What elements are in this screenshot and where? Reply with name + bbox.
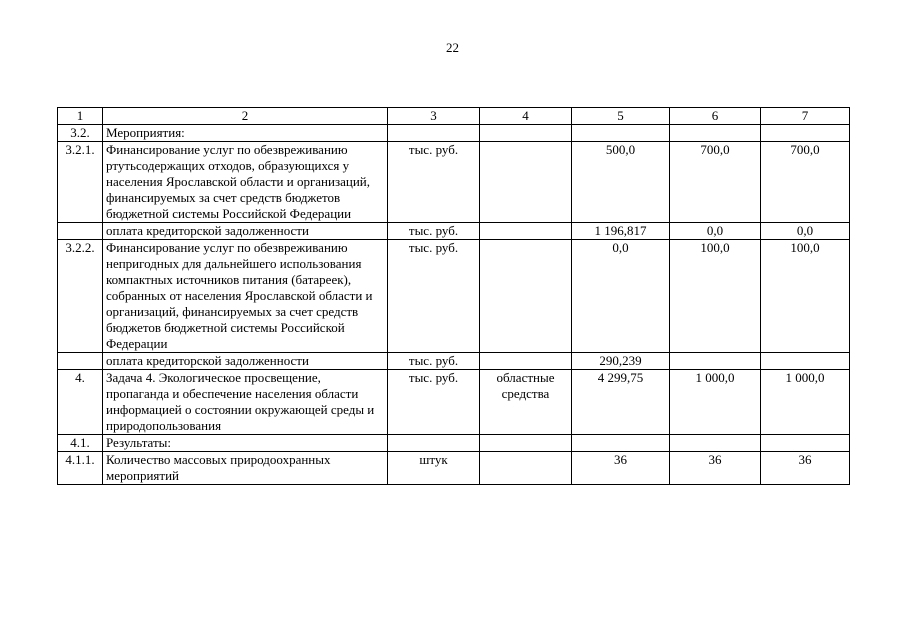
row-unit: тыс. руб. [388,370,480,435]
row-unit: штук [388,452,480,485]
row-name: Финансирование услуг по обезвреживанию непригодных для дальнейшего использования компактных источников питания (батареек), собранных от населения Ярославской области и организаций, финансируемых за счет средств бюджетов бюджетной системы Российской Федерации [103,240,388,353]
row-value-6 [670,125,761,142]
row-name: Результаты: [103,435,388,452]
row-unit [388,435,480,452]
row-value-7 [761,435,850,452]
row-value-6: 1 000,0 [670,370,761,435]
row-source: областные средства [480,370,572,435]
row-number: 4. [58,370,103,435]
row-number [58,223,103,240]
header-cell-6: 6 [670,108,761,125]
table-row [58,370,850,435]
row-value-7: 36 [761,452,850,485]
row-number: 3.2.1. [58,142,103,223]
row-name: Количество массовых природоохранных мероприятий [103,452,388,485]
row-value-6: 36 [670,452,761,485]
row-name: Мероприятия: [103,125,388,142]
row-source [480,142,572,223]
row-value-5: 290,239 [572,353,670,370]
row-source [480,240,572,353]
header-row [58,108,850,125]
table-row [58,125,850,142]
table-row [58,240,850,353]
row-value-5: 0,0 [572,240,670,353]
row-value-5: 500,0 [572,142,670,223]
row-source [480,452,572,485]
program-table [57,107,850,485]
header-cell-4: 4 [480,108,572,125]
row-name: Задача 4. Экологическое просвещение, пропаганда и обеспечение населения области информацией о состоянии окружающей среды и природопользования [103,370,388,435]
row-value-7 [761,125,850,142]
row-value-6: 100,0 [670,240,761,353]
row-unit [388,125,480,142]
row-value-5: 36 [572,452,670,485]
row-number [58,353,103,370]
table-row [58,452,850,485]
row-unit: тыс. руб. [388,142,480,223]
row-number: 4.1.1. [58,452,103,485]
row-source [480,435,572,452]
row-value-5: 1 196,817 [572,223,670,240]
header-cell-2: 2 [103,108,388,125]
row-value-6 [670,435,761,452]
row-source [480,223,572,240]
row-unit: тыс. руб. [388,240,480,353]
row-unit: тыс. руб. [388,223,480,240]
row-value-6: 700,0 [670,142,761,223]
header-cell-7: 7 [761,108,850,125]
row-value-7: 0,0 [761,223,850,240]
header-cell-5: 5 [572,108,670,125]
row-value-5: 4 299,75 [572,370,670,435]
header-cell-1: 1 [58,108,103,125]
row-value-7: 100,0 [761,240,850,353]
row-number: 3.2.2. [58,240,103,353]
header-cell-3: 3 [388,108,480,125]
row-number: 3.2. [58,125,103,142]
row-value-6 [670,353,761,370]
row-value-5 [572,435,670,452]
row-name: оплата кредиторской задолженности [103,353,388,370]
row-number: 4.1. [58,435,103,452]
row-unit: тыс. руб. [388,353,480,370]
row-source [480,125,572,142]
row-value-7 [761,353,850,370]
table-row [58,142,850,223]
row-source [480,353,572,370]
row-value-7: 1 000,0 [761,370,850,435]
row-name: оплата кредиторской задолженности [103,223,388,240]
table-row [58,353,850,370]
row-value-7: 700,0 [761,142,850,223]
row-value-5 [572,125,670,142]
page-number: 22 [446,40,459,55]
row-value-6: 0,0 [670,223,761,240]
row-name: Финансирование услуг по обезвреживанию ртутьсодержащих отходов, образующихся у населения Ярославской области и организаций, финансируемых за счет средств бюджетов бюджетной системы Российской Федерации [103,142,388,223]
table-row [58,223,850,240]
table-row [58,435,850,452]
